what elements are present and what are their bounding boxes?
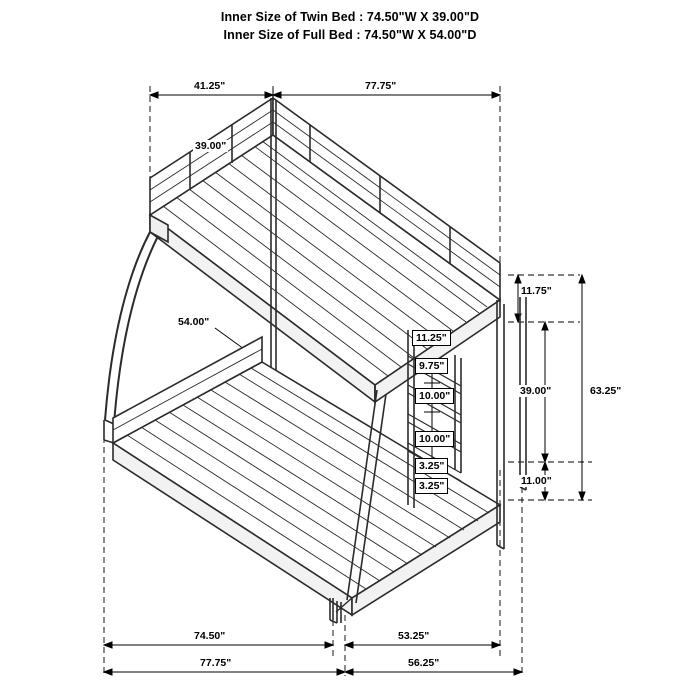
bottom-dimension-lines	[104, 642, 522, 675]
dim-ladder-step-4: 10.00"	[415, 431, 454, 447]
title-line-twin: Inner Size of Twin Bed : 74.50"W X 39.00"D	[220, 10, 480, 24]
title-line-full: Inner Size of Full Bed : 74.50"W X 54.00"D	[223, 28, 477, 42]
dim-bottom-left-outer: 77.75"	[200, 657, 232, 669]
dim-top-left-span: 41.25"	[194, 80, 226, 92]
dim-bottom-left-inner: 74.50"	[194, 630, 226, 642]
dim-bottom-right-outer: 56.25"	[408, 657, 440, 669]
bed-frame	[104, 98, 526, 623]
dim-right-overall: 63.25"	[590, 385, 622, 397]
dim-top-right-span: 77.75"	[365, 80, 397, 92]
dim-full-depth: 54.00"	[178, 316, 210, 328]
dim-right-mid-total: 39.00"	[520, 385, 552, 397]
dim-twin-depth: 39.00"	[195, 140, 227, 152]
dim-ladder-step-6: 3.25"	[415, 478, 448, 494]
dim-ladder-step-2: 9.75"	[415, 358, 448, 374]
dim-bottom-right-inner: 53.25"	[398, 630, 430, 642]
dim-right-lower: 11.00"	[521, 475, 552, 487]
dim-right-upper-rail: 11.75"	[521, 285, 552, 297]
dim-ladder-step-3: 10.00"	[415, 388, 454, 404]
dim-ladder-step-5: 3.25"	[415, 458, 448, 474]
dim-ladder-step-1: 11.25"	[412, 330, 451, 346]
